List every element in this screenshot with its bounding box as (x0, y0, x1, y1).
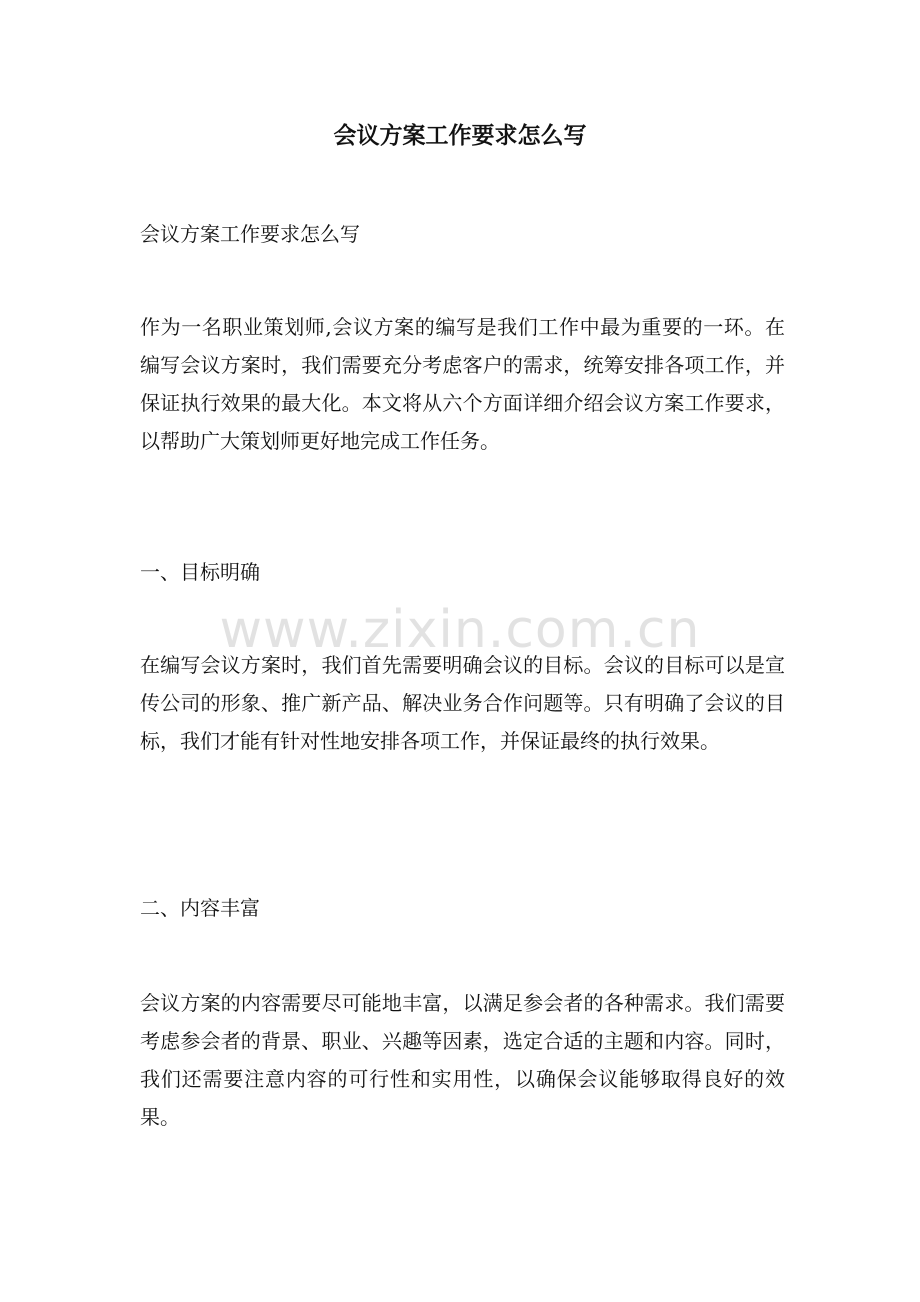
watermark: www.zixin.com.cn (219, 600, 701, 660)
document-subtitle: 会议方案工作要求怎么写 (140, 222, 360, 246)
section-paragraph-content: 会议方案的内容需要尽可能地丰富，以满足参会者的各种需求。我们需要考虑参会者的背景、职业、兴趣等因素，选定合适的主题和内容。同时，我们还需要注意内容的可行性和实用性，以确保会议能够取得良好的效果。 (140, 991, 785, 1129)
section-heading-content: 二、内容丰富 (140, 896, 260, 920)
document-title: 会议方案工作要求怎么写 (333, 122, 587, 149)
intro-paragraph: 作为一名职业策划师,会议方案的编写是我们工作中最为重要的一环。在编写会议方案时，我们需要充分考虑客户的需求，统筹安排各项工作，并保证执行效果的最大化。本文将从六个方面详细介绍会议方案工作要求，以帮助广大策划师更好地完成工作任务。 (140, 315, 785, 453)
section-paragraph-goal: 在编写会议方案时，我们首先需要明确会议的目标。会议的目标可以是宣传公司的形象、推广新产品、解决业务合作问题等。只有明确了会议的目标，我们才能有针对性地安排各项工作，并保证最终的执行效果。 (140, 653, 785, 753)
section-heading-goal: 一、目标明确 (140, 560, 260, 584)
